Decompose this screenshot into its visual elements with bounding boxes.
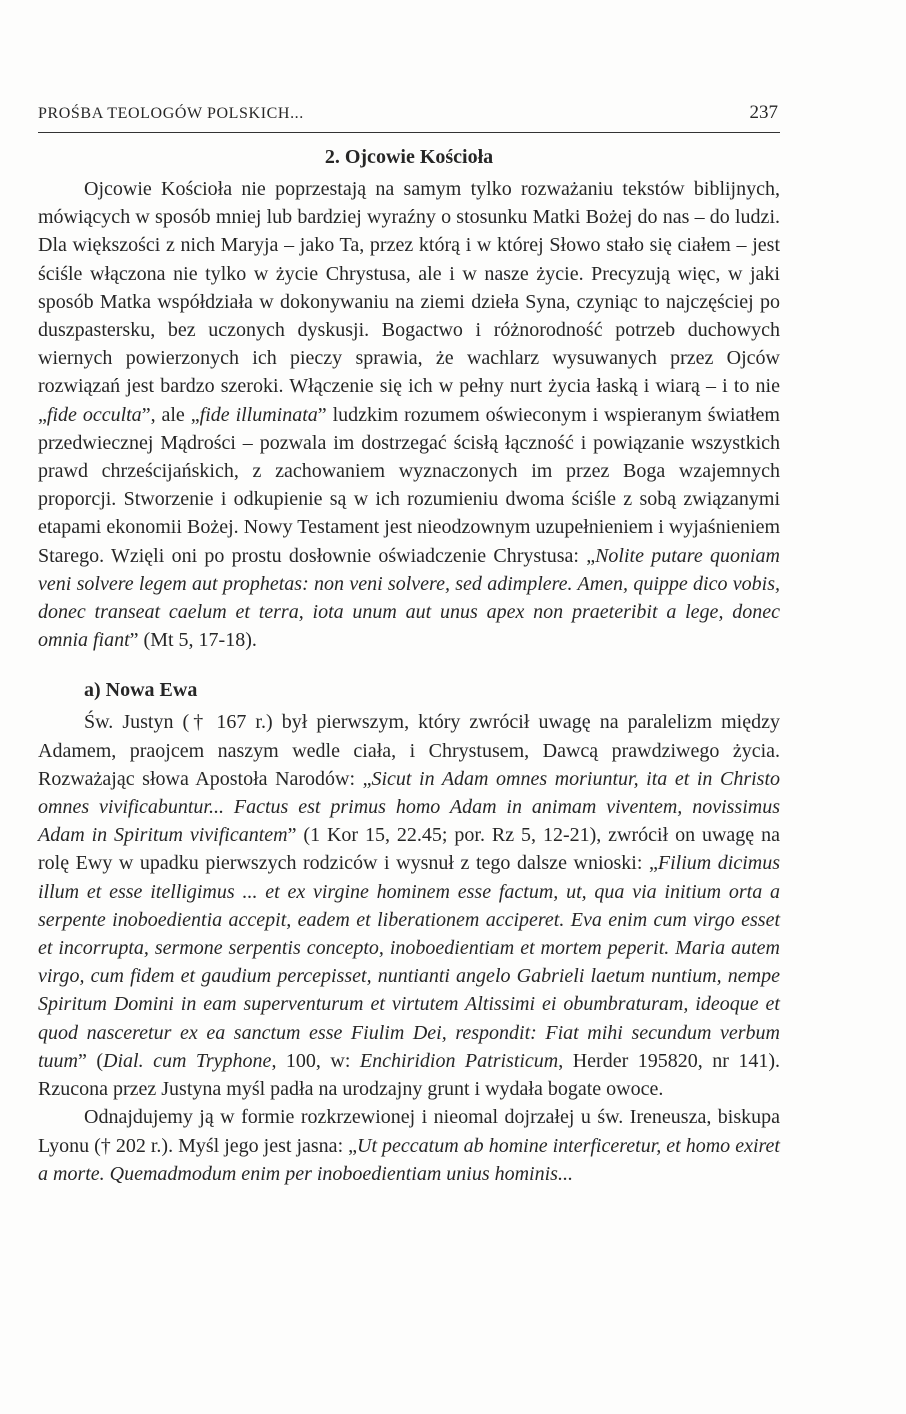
paragraph-justin: Św. Justyn († 167 r.) był pierwszym, który zwrócił uwagę na paralelizm między Adamem, praojcem naszym wedle ciała, i Chrystusem, Dawcą prawdziwego życia. Rozważając słowa Apostoła Narodów: „Sicut in Adam omnes moriuntur, ita et in Christo omnes vivificabuntur... Factus est primus homo Adam in animam viventem, novissimus Adam in Spiritum vivificantem” (1 Kor 15, 22.45; por. Rz 5, 12-21), zwrócił on uwagę na rolę Ewy w upadku pierwszych rodziców i wysnuł z tego dalsze wnioski: „Filium dicimus illum et esse itelligimus ... et ex virgine hominem esse factum, ut, qua via initium orta a serpente inoboedientia accepit, eadem et liberationem acciperet. Eva enim cum virgo esset et incorrupta, sermone serpentis concepto, inoboedientiam et mortem peperit. Maria autem virgo, cum fidem et gaudium percepisset, nuntianti angelo Gabrieli laetum nuntium, nempe Spiritum Domini in eam superventurum et virtutem Altissimi ei obumbraturam, ideoque et quod nasceretur ex ea sanctum esse Fiulim Dei, respondit: Fiat mihi secundum verbum tuum” (Dial. cum Tryphone, 100, w: Enchiridion Patristicum, Herder 195820, nr 141). Rzucona przez Justyna myśl padła na urodzajny grunt i wydała bogate owoce. [38, 711, 781, 1101]
paragraph-fathers-intro: Ojcowie Kościoła nie poprzestają na samym tylko rozważaniu tekstów biblijnych, mówiących w sposób mniej lub bardziej wyraźny o stosunku Matki Bożej do nas – do ludzi. Dla większości z nich Maryja – jako Ta, przez którą i w której Słowo stało się ciałem – jest ściśle włączona nie tylko w życie Chrystusa, ale i w nasze życie. Precyzują więc, w jaki sposób Matka współdziała w dokonywaniu na ziemi dzieła Syna, czyniąc to najczęściej po duszpastersku, bez uczonych dyskusji. Bogactwo i różnorodność potrzeb duchowych wiernych powierzonych ich pieczy sprawia, że wachlarz wysuwanych przez Ojców rozwiązań jest bardzo szeroki. Włączenie się ich w pełny nurt życia łaską i wiarą – i to nie „fide occulta”, ale „fide illuminata” ludzkim rozumem oświeconym i wspieranym światłem przedwiecznej Mądrości – pozwala im dostrzegać ścisłą łączność i powiązanie wszystkich prawd chrześcijańskich, z zachowaniem wyznaczonych im przez Boga wzajemnych proporcji. Stworzenie i odkupienie są w ich rozumieniu dwoma ściśle z sobą związanymi etapami ekonomii Bożej. Nowy Testament jest nieodzownym uzupełnieniem i wyjaśnieniem Starego. Wzięli oni po prostu dosłownie oświadczenie Chrystusa: „Nolite putare quoniam veni solvere legem aut prophetas: non veni solvere, sed adimplere. Amen, quippe dico vobis, donec transeat caelum et terra, iota unum aut unus apex non praeteribit a lege, donec omnia fiant” (Mt 5, 17-18). [38, 178, 780, 652]
running-head-title: PROŚBA TEOLOGÓW POLSKICH... [38, 105, 304, 122]
page-body [38, 143, 780, 1188]
page-number: 237 [749, 102, 778, 123]
paragraph-irenaeus: Odnajdujemy ją w formie rozkrzewionej i nieomal dojrzałej u św. Ireneusza, biskupa Lyonu († 202 r.). Myśl jego jest jasna: „Ut peccatum ab homine interficeretur, et homo exiret a morte. Quemadmodum enim per inoboedientiam unius hominis... [38, 1106, 780, 1185]
section-heading: 2. Ojcowie Kościoła [324, 146, 494, 168]
subsection-heading: a) Nowa Ewa [84, 679, 198, 702]
running-head [38, 100, 780, 133]
